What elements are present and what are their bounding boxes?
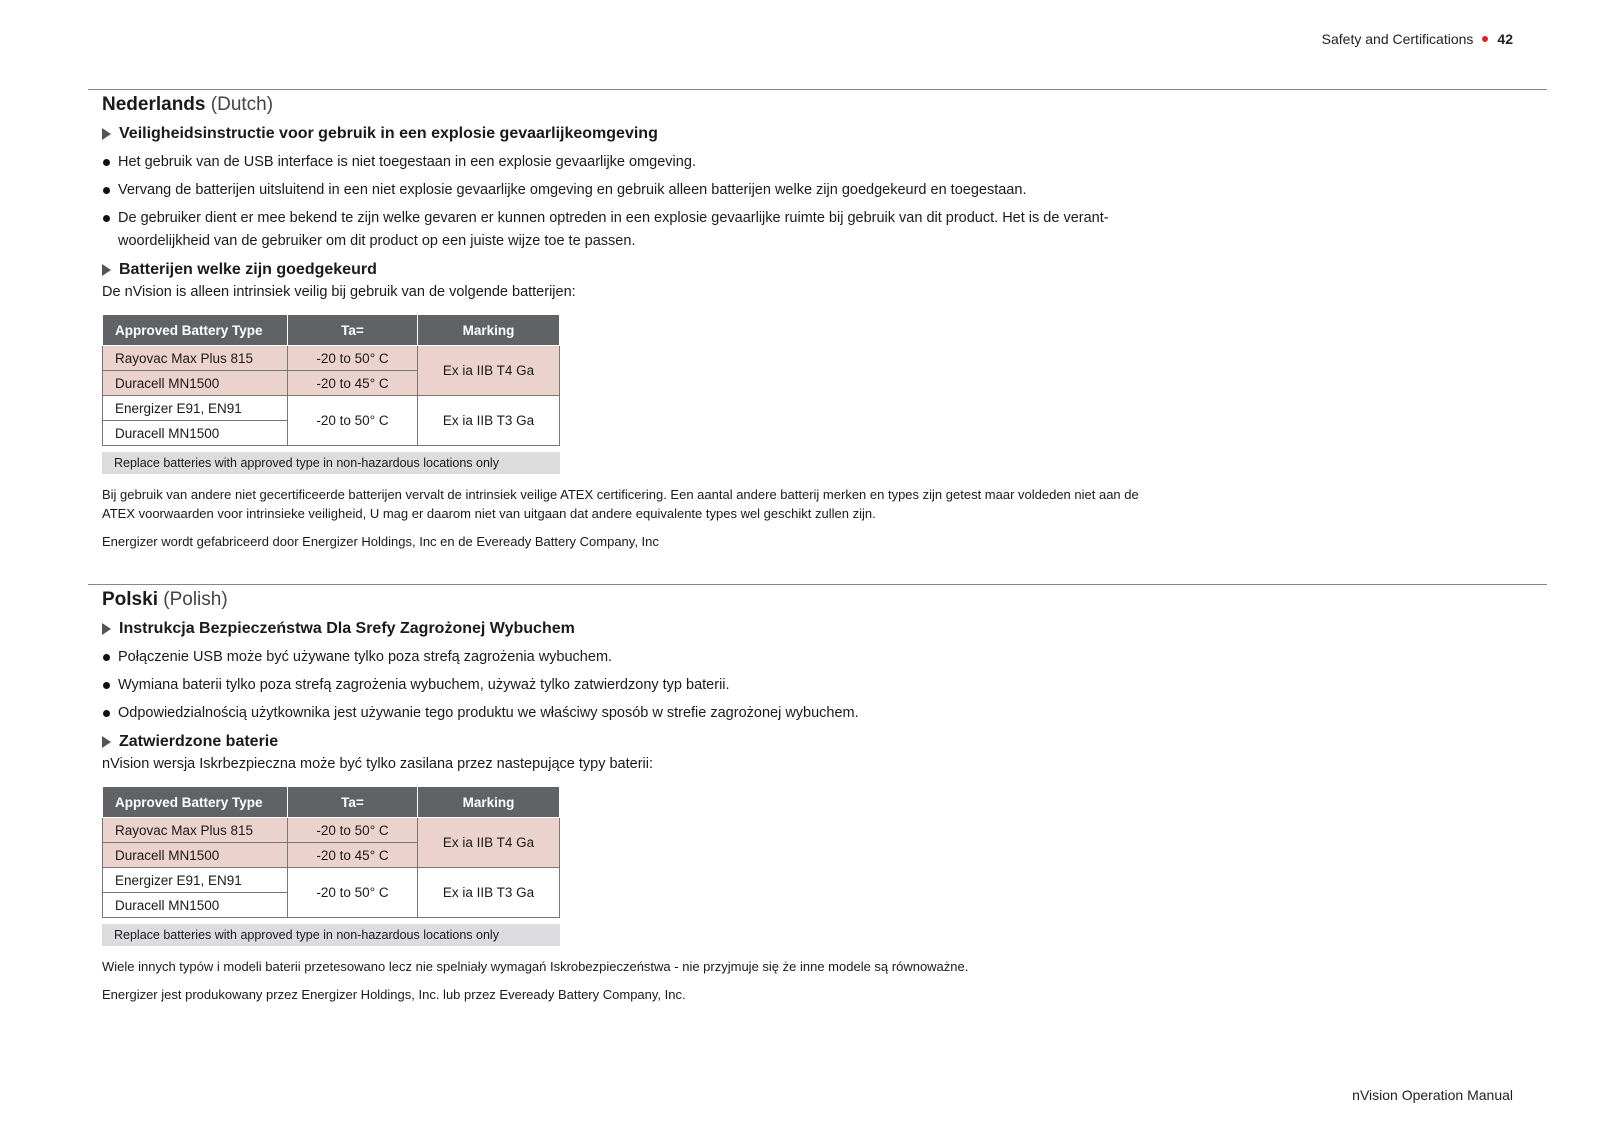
subheading-text: Instrukcja Bezpieczeństwa Dla Srefy Zagrożonej Wybuchem	[119, 620, 575, 637]
subheading-batteries	[102, 258, 1547, 282]
table-header-row	[103, 787, 560, 818]
battery-table	[102, 314, 560, 446]
table-note: Replace batteries with approved type in non-hazardous locations only	[102, 924, 560, 946]
battery-intro: De nVision is alleen intrinsiek veilig bij gebruik van de volgende batterijen:	[102, 284, 576, 300]
battery-type-cell: Duracell MN1500	[103, 371, 288, 396]
safety-bullet-list	[102, 646, 1547, 725]
language-title	[102, 588, 1547, 612]
triangle-right-icon	[102, 623, 111, 635]
manufacturer-paragraph: Energizer jest produkowany przez Energizer Holdings, Inc. lub przez Eveready Battery Company, Inc.	[102, 987, 686, 1002]
language-title	[102, 93, 1547, 117]
header-ta: Ta=	[288, 787, 418, 818]
subheading-batteries	[102, 730, 1547, 754]
language-section-dutch	[88, 89, 1547, 551]
table-row	[103, 818, 560, 843]
page-number: 42	[1497, 31, 1513, 47]
subheading-text: Batterijen welke zijn goedgekeurd	[119, 261, 377, 278]
table-note: Replace batteries with approved type in non-hazardous locations only	[102, 452, 560, 474]
header-battery-type: Approved Battery Type	[103, 315, 288, 346]
list-item: Het gebruik van de USB interface is niet toegestaan in een explosie gevaarlijke omgeving.	[102, 151, 1188, 174]
list-item: Wymiana baterii tylko poza strefą zagrożenia wybuchem, używaż tylko zatwierdzony typ baterii.	[102, 674, 1188, 697]
temperature-cell: -20 to 50° C	[288, 868, 418, 918]
marking-cell: Ex ia IIB T4 Ga	[418, 346, 560, 396]
battery-table	[102, 786, 560, 918]
triangle-right-icon	[102, 736, 111, 748]
temperature-cell: -20 to 50° C	[288, 346, 418, 371]
page-footer: nVision Operation Manual	[1352, 1087, 1513, 1103]
section-divider	[88, 584, 1547, 585]
language-english-name: (Polish)	[163, 589, 228, 610]
battery-type-cell: Rayovac Max Plus 815	[103, 346, 288, 371]
page-header	[1322, 31, 1513, 47]
triangle-right-icon	[102, 128, 111, 140]
battery-intro: nVision wersja Iskrbezpieczna może być tylko zasilana przez nastepujące typy baterii:	[102, 756, 653, 772]
marking-cell: Ex ia IIB T3 Ga	[418, 868, 560, 918]
certification-paragraph: Bij gebruik van andere niet gecertificeerde batterijen vervalt de intrinsiek veilige ATEX certificering. Een aantal andere batterij merken en types zijn getest maar voldeden niet aan de ATEX voorwaarden voor intrinsieke veiligheid, U mag er daarom niet van uitgaan dat andere equivalente types wel geschikt zullen zijn.	[102, 487, 1139, 521]
header-marking: Marking	[418, 315, 560, 346]
header-section-title: Safety and Certifications	[1321, 31, 1474, 47]
list-item: Odpowiedzialnością użytkownika jest używanie tego produktu we właściwy sposób w strefie zagrożonej wybuchem.	[102, 702, 1188, 725]
list-item: Vervang de batterijen uitsluitend in een niet explosie gevaarlijke omgeving en gebruik alleen batterijen welke zijn goedgekeurd en toegestaan.	[102, 179, 1188, 202]
table-header-row	[103, 315, 560, 346]
battery-type-cell: Energizer E91, EN91	[103, 396, 288, 421]
table-row	[103, 396, 560, 421]
temperature-cell: -20 to 50° C	[288, 818, 418, 843]
triangle-right-icon	[102, 264, 111, 276]
certification-paragraph: Wiele innych typów i modeli baterii przetesowano lecz nie spelniały wymagań Iskrobezpieczeństwa - nie przyjmuje się że inne modele są równoważne.	[102, 959, 969, 974]
subheading-safety	[102, 617, 1547, 641]
header-marking: Marking	[418, 787, 560, 818]
battery-type-cell: Duracell MN1500	[103, 843, 288, 868]
battery-type-cell: Duracell MN1500	[103, 893, 288, 918]
subheading-text: Veiligheidsinstructie voor gebruik in een explosie gevaarlijkeomgeving	[119, 125, 658, 142]
language-english-name: (Dutch)	[210, 94, 274, 115]
table-row	[103, 868, 560, 893]
temperature-cell: -20 to 45° C	[288, 371, 418, 396]
list-item: De gebruiker dient er mee bekend te zijn welke gevaren er kunnen optreden in een explosie gevaarlijke ruimte bij gebruik van dit product. Het is de verant-woordelijkheid van de gebruiker om dit product op een juiste wijze toe te passen.	[102, 207, 1188, 253]
table-row	[103, 346, 560, 371]
battery-type-cell: Rayovac Max Plus 815	[103, 818, 288, 843]
marking-cell: Ex ia IIB T4 Ga	[418, 818, 560, 868]
subheading-text: Zatwierdzone baterie	[119, 733, 279, 750]
safety-bullet-list	[102, 151, 1547, 253]
language-name: Nederlands	[102, 94, 206, 115]
manufacturer-paragraph: Energizer wordt gefabriceerd door Energizer Holdings, Inc en de Eveready Battery Company, Inc	[102, 534, 659, 549]
temperature-cell: -20 to 45° C	[288, 843, 418, 868]
battery-type-cell: Duracell MN1500	[103, 421, 288, 446]
bullet-dot-icon	[1482, 36, 1488, 42]
section-divider	[88, 89, 1547, 90]
language-name: Polski	[102, 589, 158, 610]
list-item: Połączenie USB może być używane tylko poza strefą zagrożenia wybuchem.	[102, 646, 1188, 669]
language-section-polish	[88, 584, 1547, 1004]
temperature-cell: -20 to 50° C	[288, 396, 418, 446]
header-battery-type: Approved Battery Type	[103, 787, 288, 818]
battery-type-cell: Energizer E91, EN91	[103, 868, 288, 893]
header-ta: Ta=	[288, 315, 418, 346]
subheading-safety	[102, 122, 1547, 146]
marking-cell: Ex ia IIB T3 Ga	[418, 396, 560, 446]
